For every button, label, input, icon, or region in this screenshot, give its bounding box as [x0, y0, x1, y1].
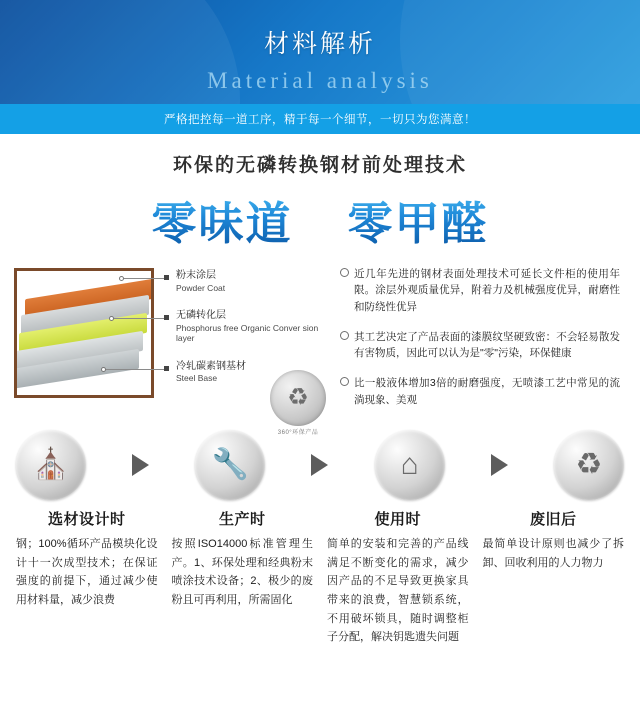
step-icon-production — [195, 430, 265, 500]
recycle-caption: 360°环保产品 — [277, 430, 319, 436]
recycle-box-icon: ♻ — [554, 430, 624, 500]
feature-bullet — [340, 266, 620, 315]
arrow-right-icon — [132, 454, 149, 476]
column-body: 按照ISO14000标准管理生产。1、环保处理和经典粉末喷涂技术设备；2、极少的废粉且可再利用，所需固化 — [171, 537, 313, 606]
slogan-block — [0, 134, 640, 252]
feature-bullet — [340, 329, 620, 362]
step-icon-select-material — [16, 430, 86, 500]
column-title: 生产时 — [218, 510, 266, 528]
layer-label-cn: 粉末涂层 — [176, 270, 216, 281]
lifecycle-column — [12, 508, 162, 647]
step-icon-usage — [375, 430, 445, 500]
lifecycle-column — [479, 508, 629, 647]
leader-dot — [101, 367, 106, 372]
page-header — [0, 0, 640, 104]
page-title: 材料解析 — [263, 30, 376, 58]
layer-label-en: Powder Coat — [176, 282, 226, 293]
middle-section — [0, 252, 640, 436]
feature-bullet-text: 其工艺决定了产品表面的漆膜纹坚硬致密：不会轻易散发有害物质，因此可以认为是"零"污染，环保健康 — [354, 330, 620, 360]
helmet-leaf-icon: ⛪ — [16, 430, 86, 500]
feature-bullet-text: 近几年先进的钢材表面处理技术可延长文件柜的使用年限。涂层外观质量优异，附着力及机械强度优异，耐磨性和防绕性优异 — [354, 268, 620, 313]
lifecycle-column — [168, 508, 318, 647]
leader-dot — [119, 276, 124, 281]
page-subtitle: Material analysis — [207, 68, 433, 93]
ribbon-banner — [0, 104, 640, 134]
layer-label-cn: 冷轧碳素钢基材 — [176, 360, 246, 372]
bullet-circle-icon — [340, 331, 354, 362]
column-body: 钢；100%循环产品模块化设计十一次成型技术；在保证强度的前提下，通过减少使用材料量，减少浪费 — [16, 537, 158, 606]
column-title: 使用时 — [374, 510, 421, 528]
recycle-glyph: ♻ — [287, 384, 309, 411]
recycle-icon — [270, 370, 326, 426]
arrow-right-icon — [491, 454, 508, 476]
layer-label-cn: 无磷转化层 — [176, 310, 226, 322]
recycle-badge — [270, 370, 326, 436]
layer-label-en: Phosphorus free Organic Conver sion layer — [176, 322, 319, 344]
bullet-circle-icon — [340, 377, 354, 408]
leader-line — [104, 369, 164, 370]
column-title: 选材设计时 — [47, 510, 126, 528]
bullet-circle-icon — [340, 268, 354, 315]
slogan-keyword-1: 零味道 — [151, 198, 293, 249]
drill-icon: 🔧 — [195, 430, 265, 500]
feature-bullet-text: 比一般液体增加3倍的耐磨强度，无喷漆工艺中常见的流淌现象、美观 — [354, 377, 620, 406]
leader-line — [122, 278, 164, 279]
column-body: 最简单设计原则也减少了拆卸、回收利用的人力物力 — [482, 537, 624, 569]
layer-label-item — [164, 310, 324, 344]
lifecycle-column — [323, 508, 473, 647]
lifecycle-columns — [0, 500, 640, 647]
slogan-keyword-2: 零甲醛 — [347, 198, 489, 249]
layer-photo — [14, 268, 154, 398]
column-body: 简单的安装和完善的产品线满足不断变化的需求，减少因产品的不足导致更换家具带来的浪费，智慧锁系统，不用破坏锁具，随时调整柜子分配，解决钥匙遗失问题 — [327, 537, 469, 644]
slogan-keywords — [0, 187, 640, 252]
step-icon-disposal — [554, 430, 624, 500]
feature-bullet — [340, 375, 620, 408]
leader-line — [112, 318, 164, 319]
ribbon-text: 严格把控每一道工序，精于每一个细节，一切只为您满意！ — [164, 114, 476, 126]
house-leaf-icon: ⌂ — [375, 430, 445, 500]
layer-label-en: Steel Base — [176, 373, 218, 384]
feature-bullets — [324, 262, 626, 422]
column-title: 废旧后 — [529, 510, 577, 528]
layer-label-item — [164, 270, 324, 293]
arrow-right-icon — [311, 454, 328, 476]
slogan-headline: 环保的无磷转换钢材前处理技术 — [172, 155, 467, 176]
